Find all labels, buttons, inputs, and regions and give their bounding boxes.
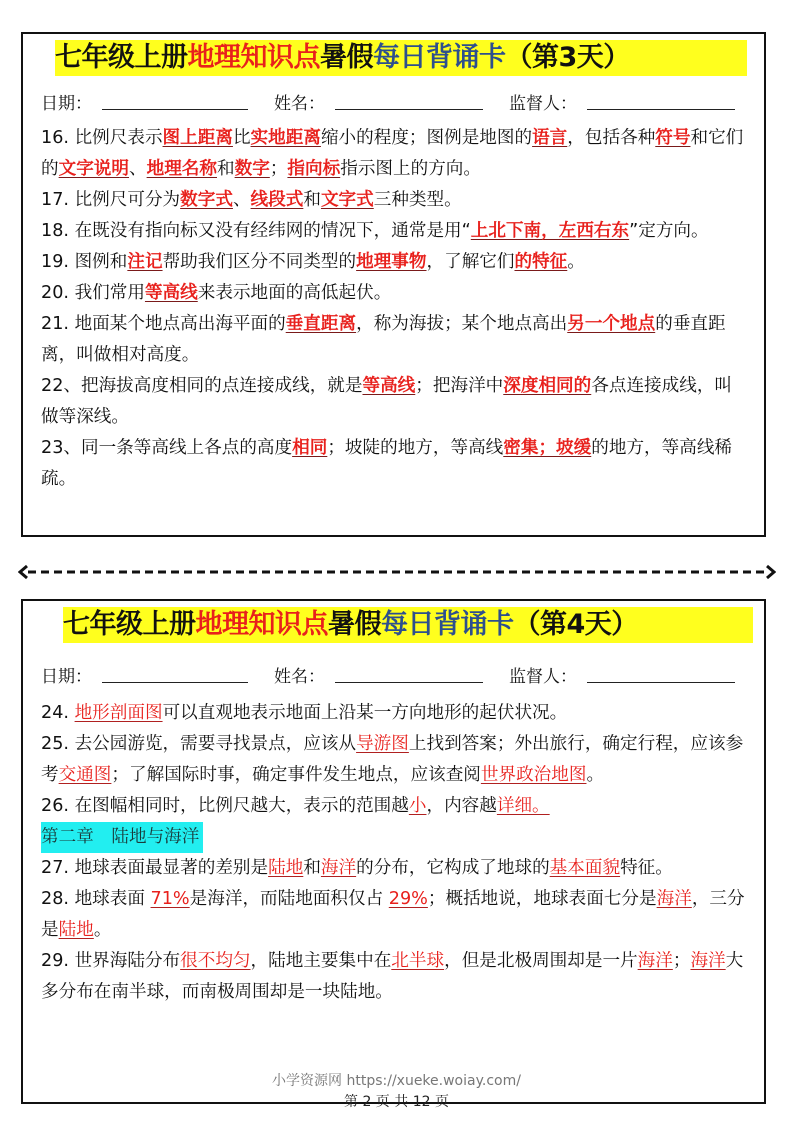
name-field[interactable] xyxy=(335,682,483,683)
knowledge-point xyxy=(41,853,748,884)
title-holiday: 暑假 xyxy=(320,42,373,73)
point-text: 和 xyxy=(303,190,321,210)
card-title xyxy=(63,607,753,643)
point-text: ；了解国际时事，确定事件发生地点，应该查阅 xyxy=(111,765,481,785)
point-text: 17. 比例尺可分为 xyxy=(41,190,181,210)
point-text: 比 xyxy=(232,128,251,148)
point-text: 和它们的 xyxy=(41,128,744,179)
knowledge-point xyxy=(41,371,748,433)
recitation-card-day3 xyxy=(21,32,766,537)
point-text: ，包括各种 xyxy=(567,128,656,148)
key-term: 陆地 xyxy=(268,858,304,878)
point-text: 27. 地球表面最显著的差别是 xyxy=(41,858,269,878)
key-term: 语言 xyxy=(532,128,568,148)
point-text: ，内容越 xyxy=(426,796,497,816)
title-grade: 七年级上册 xyxy=(63,609,196,640)
point-text: 三种类型。 xyxy=(373,190,462,210)
date-field[interactable] xyxy=(102,682,248,683)
point-text: 26. 在图幅相同时，比例尺越大，表示的范围越 xyxy=(41,796,409,816)
key-term: 上北下南，左西右东 xyxy=(470,221,630,241)
point-text: ；概括地说，地球表面七分是 xyxy=(427,889,657,909)
card-body xyxy=(41,123,748,495)
point-text: 20. 我们常用 xyxy=(41,283,145,303)
key-term: 符号 xyxy=(655,128,691,148)
key-term: 指向标 xyxy=(287,159,341,179)
point-text: 21. 地面某个地点高出海平面的 xyxy=(41,314,286,334)
name-label: 姓名： xyxy=(274,667,325,687)
knowledge-point xyxy=(41,946,748,1008)
key-term: 垂直距离 xyxy=(285,314,357,334)
point-text: 23、同一条等高线上各点的高度 xyxy=(41,438,293,458)
point-text: 的垂直距离，叫做相对高度。 xyxy=(41,314,726,365)
point-text: 特征。 xyxy=(620,858,673,878)
key-term: 相同 xyxy=(292,438,328,458)
knowledge-point xyxy=(41,278,748,309)
footer-site: 小学资源网 https://xueke.woiay.com/ xyxy=(272,1073,521,1089)
point-text: 指示图上的方向。 xyxy=(340,159,481,179)
point-text: 来表示地面的高低起伏。 xyxy=(197,283,392,303)
title-subject: 地理知识点 xyxy=(195,609,328,640)
point-text: 16. 比例尺表示 xyxy=(41,128,163,148)
key-term: 数字 xyxy=(234,159,270,179)
key-term: 图上距离 xyxy=(162,128,233,148)
key-term: 北半球 xyxy=(391,951,445,971)
recitation-card-day4 xyxy=(21,599,766,1104)
knowledge-point xyxy=(41,123,748,185)
point-text: ，三分是 xyxy=(41,889,745,940)
point-text: 、 xyxy=(129,159,147,179)
title-subject: 地理知识点 xyxy=(187,42,320,73)
key-term: 交通图 xyxy=(58,765,112,785)
point-text: 各点连接成线，叫做等深线。 xyxy=(41,376,733,427)
point-text: 。 xyxy=(93,920,112,940)
knowledge-point xyxy=(41,884,748,946)
knowledge-point xyxy=(41,247,748,278)
point-text: ，称为海拔；某个地点高出 xyxy=(356,314,568,334)
point-text: 、 xyxy=(232,190,251,210)
supervisor-field[interactable] xyxy=(587,109,735,110)
point-text: 。 xyxy=(567,252,585,272)
supervisor-field[interactable] xyxy=(587,682,735,683)
point-text: 18. 在既没有指向标又没有经纬网的情况下，通常是用“ xyxy=(41,221,471,241)
double-arrow-dashed-icon xyxy=(18,564,776,580)
point-text: 是海洋，而陆地面积仅占 xyxy=(189,889,389,909)
key-term: 海洋 xyxy=(637,951,673,971)
date-field[interactable] xyxy=(102,109,248,110)
meta-fields xyxy=(41,661,751,687)
point-text: 和 xyxy=(217,159,235,179)
key-term: 实地距离 xyxy=(250,128,321,148)
point-text: 的地方，等高线稀疏。 xyxy=(41,438,733,489)
knowledge-point xyxy=(41,698,748,729)
point-text: ，但是北极周围却是一片 xyxy=(444,951,638,971)
point-text: ，了解它们 xyxy=(426,252,515,272)
footer-page-number: 第 2 页 共 12 页 xyxy=(344,1094,449,1110)
title-holiday: 暑假 xyxy=(328,609,381,640)
key-term: 地理事物 xyxy=(356,252,427,272)
key-term: 小 xyxy=(408,796,427,816)
knowledge-point xyxy=(41,216,748,247)
point-text: ，陆地主要集中在 xyxy=(250,951,392,971)
chapter-heading xyxy=(41,822,748,853)
date-label: 日期： xyxy=(41,667,92,687)
supervisor-label: 监督人： xyxy=(509,94,577,114)
key-term: 很不均匀 xyxy=(180,951,251,971)
point-text: 帮助我们区分不同类型的 xyxy=(162,252,357,272)
key-term: 的特征 xyxy=(514,252,568,272)
point-text: 上找到答案；外出旅行，确定行程，应该参考 xyxy=(41,734,744,785)
supervisor-label: 监督人： xyxy=(509,667,577,687)
point-text: 的分布，它构成了地球的 xyxy=(356,858,550,878)
point-text: 可以直观地表示地面上沿某一方向地形的起伏状况。 xyxy=(162,703,568,723)
card-body xyxy=(41,698,748,1008)
point-text: 缩小的程度；图例是地图的 xyxy=(320,128,533,148)
key-term: 线段式 xyxy=(250,190,304,210)
title-card: 每日背诵卡 xyxy=(381,609,514,640)
key-term: 基本面貌 xyxy=(549,858,621,878)
name-label: 姓名： xyxy=(274,94,325,114)
key-term: 文字说明 xyxy=(58,159,129,179)
point-text: ；坡陡的地方，等高线 xyxy=(327,438,504,458)
point-text: 25. 去公园游览，需要寻找景点，应该从 xyxy=(41,734,357,754)
point-text: 28. 地球表面 xyxy=(41,889,151,909)
key-term: 文字式 xyxy=(320,190,374,210)
knowledge-point xyxy=(41,791,748,822)
key-term: 等高线 xyxy=(144,283,198,303)
key-term: 等高线 xyxy=(362,376,416,396)
meta-fields xyxy=(41,88,751,114)
point-text: 。 xyxy=(586,765,605,785)
key-term: 海洋 xyxy=(320,858,357,878)
title-day: （第4天） xyxy=(513,609,638,640)
knowledge-point xyxy=(41,729,748,791)
chapter-label: 第二章 陆地与海洋 xyxy=(41,822,203,853)
point-text: 22、把海拔高度相同的点连接成线，就是 xyxy=(41,376,363,396)
card-title xyxy=(55,40,747,76)
key-term: 导游图 xyxy=(356,734,409,754)
knowledge-point xyxy=(41,185,748,216)
key-term: 海洋 xyxy=(656,889,692,909)
key-term: 地形剖面图 xyxy=(74,703,163,723)
point-text: 19. 图例和 xyxy=(41,252,128,272)
key-term: 地理名称 xyxy=(146,159,217,179)
point-text: ； xyxy=(269,159,288,179)
key-term: 世界政治地图 xyxy=(480,765,587,785)
key-term: 29% xyxy=(388,889,428,909)
date-label: 日期： xyxy=(41,94,92,114)
point-text: ；把海洋中 xyxy=(415,376,504,396)
name-field[interactable] xyxy=(335,109,483,110)
key-term: 详细。 xyxy=(496,796,550,816)
key-term: 另一个地点 xyxy=(567,314,656,334)
point-text: 和 xyxy=(303,858,321,878)
key-term: 数字式 xyxy=(180,190,233,210)
key-term: 陆地 xyxy=(58,920,94,940)
point-text: 大多分布在南半球，而南极周围却是一块陆地。 xyxy=(41,951,744,1002)
point-text: ； xyxy=(672,951,691,971)
key-term: 注记 xyxy=(127,252,163,272)
title-grade: 七年级上册 xyxy=(55,42,188,73)
point-text: ”定方向。 xyxy=(629,221,709,241)
knowledge-point xyxy=(41,433,748,495)
point-text: 29. 世界海陆分布 xyxy=(41,951,181,971)
point-text: 24. xyxy=(41,703,75,723)
title-card: 每日背诵卡 xyxy=(373,42,506,73)
knowledge-point xyxy=(41,309,748,371)
key-term: 深度相同的 xyxy=(503,376,592,396)
key-term: 71% xyxy=(150,889,190,909)
title-day: （第3天） xyxy=(505,42,630,73)
key-term: 密集；坡缓 xyxy=(503,438,592,458)
key-term: 海洋 xyxy=(690,951,726,971)
